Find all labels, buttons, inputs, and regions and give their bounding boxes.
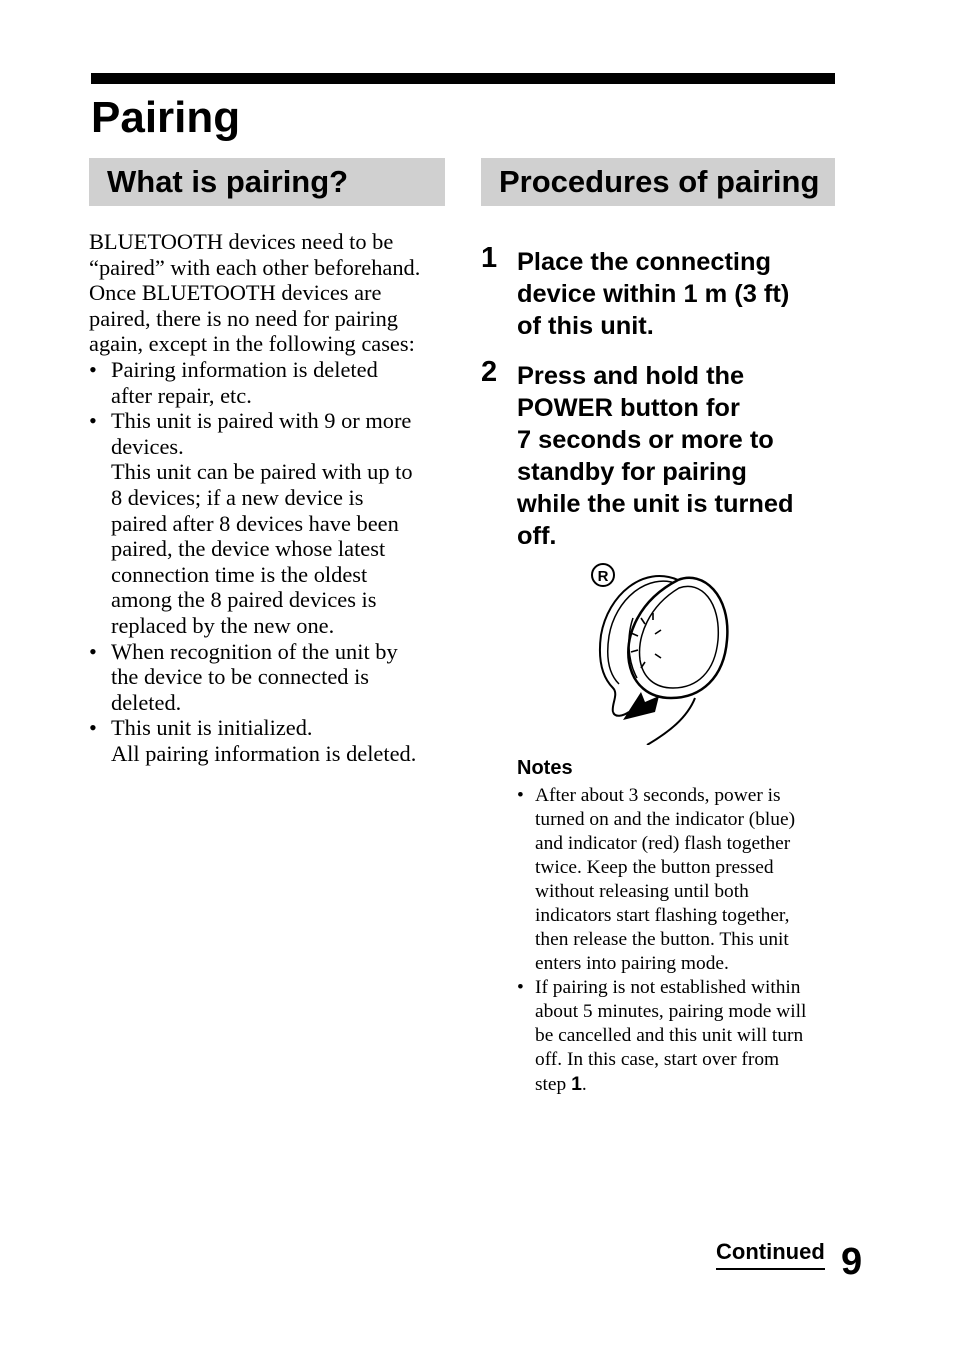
- step-reference: 1: [571, 1073, 582, 1095]
- notes-title: Notes: [517, 757, 573, 779]
- cases-list: [89, 357, 449, 767]
- step-number: 1: [481, 242, 498, 274]
- headset-power-button-illustration: [583, 560, 733, 745]
- section-heading-what-is-pairing: What is pairing?: [89, 158, 445, 206]
- step-1: [481, 242, 831, 342]
- continued-label: Continued: [716, 1238, 825, 1270]
- list-item: • This unit is paired with 9 or more devices. This unit can be paired with up to 8 devices; if a new device is paired after 8 devices have been paired, the device whose latest connection time is the oldest among the 8 paired devices is replaced by the new one.: [89, 408, 449, 638]
- page-number: 9: [841, 1241, 863, 1283]
- notes-block: [517, 784, 833, 1097]
- list-item: • This unit is initialized. All pairing information is deleted.: [89, 715, 449, 766]
- step-2: [481, 356, 831, 552]
- step-text: Press and hold the POWER button for 7 seconds or more to standby for pairing while the unit is turned off.: [517, 362, 794, 550]
- intro-paragraph: BLUETOOTH devices need to be “paired” with each other beforehand. Once BLUETOOTH devices are paired, there is no need for pairing again, except in the following cases:: [89, 229, 421, 357]
- note-end: .: [581, 1074, 587, 1095]
- step-text: Place the connecting device within 1 m (3 ft) of this unit.: [517, 248, 790, 340]
- step-number: 2: [481, 356, 498, 388]
- list-item: [517, 976, 833, 1097]
- side-marker-label: R: [597, 568, 609, 585]
- title-rule: [91, 73, 835, 84]
- section-heading-procedures: Procedures of pairing: [481, 158, 835, 206]
- list-item: • Pairing information is deleted after repair, etc.: [89, 357, 449, 408]
- list-item: • After about 3 seconds, power is turned on and the indicator (blue) and indicator (red) flash together twice. Keep the button pressed without releasing until both indicators start flashing together, then release the button. This unit enters into pairing mode.: [517, 784, 833, 976]
- note-text: If pairing is not established within about 5 minutes, pairing mode will be cancelled and this unit will turn off. In this case, start over from step: [535, 977, 807, 1095]
- page-title: Pairing: [91, 93, 241, 142]
- notes-list: [517, 784, 833, 1097]
- list-item: • When recognition of the unit by the device to be connected is deleted.: [89, 639, 449, 716]
- left-column: [89, 229, 449, 766]
